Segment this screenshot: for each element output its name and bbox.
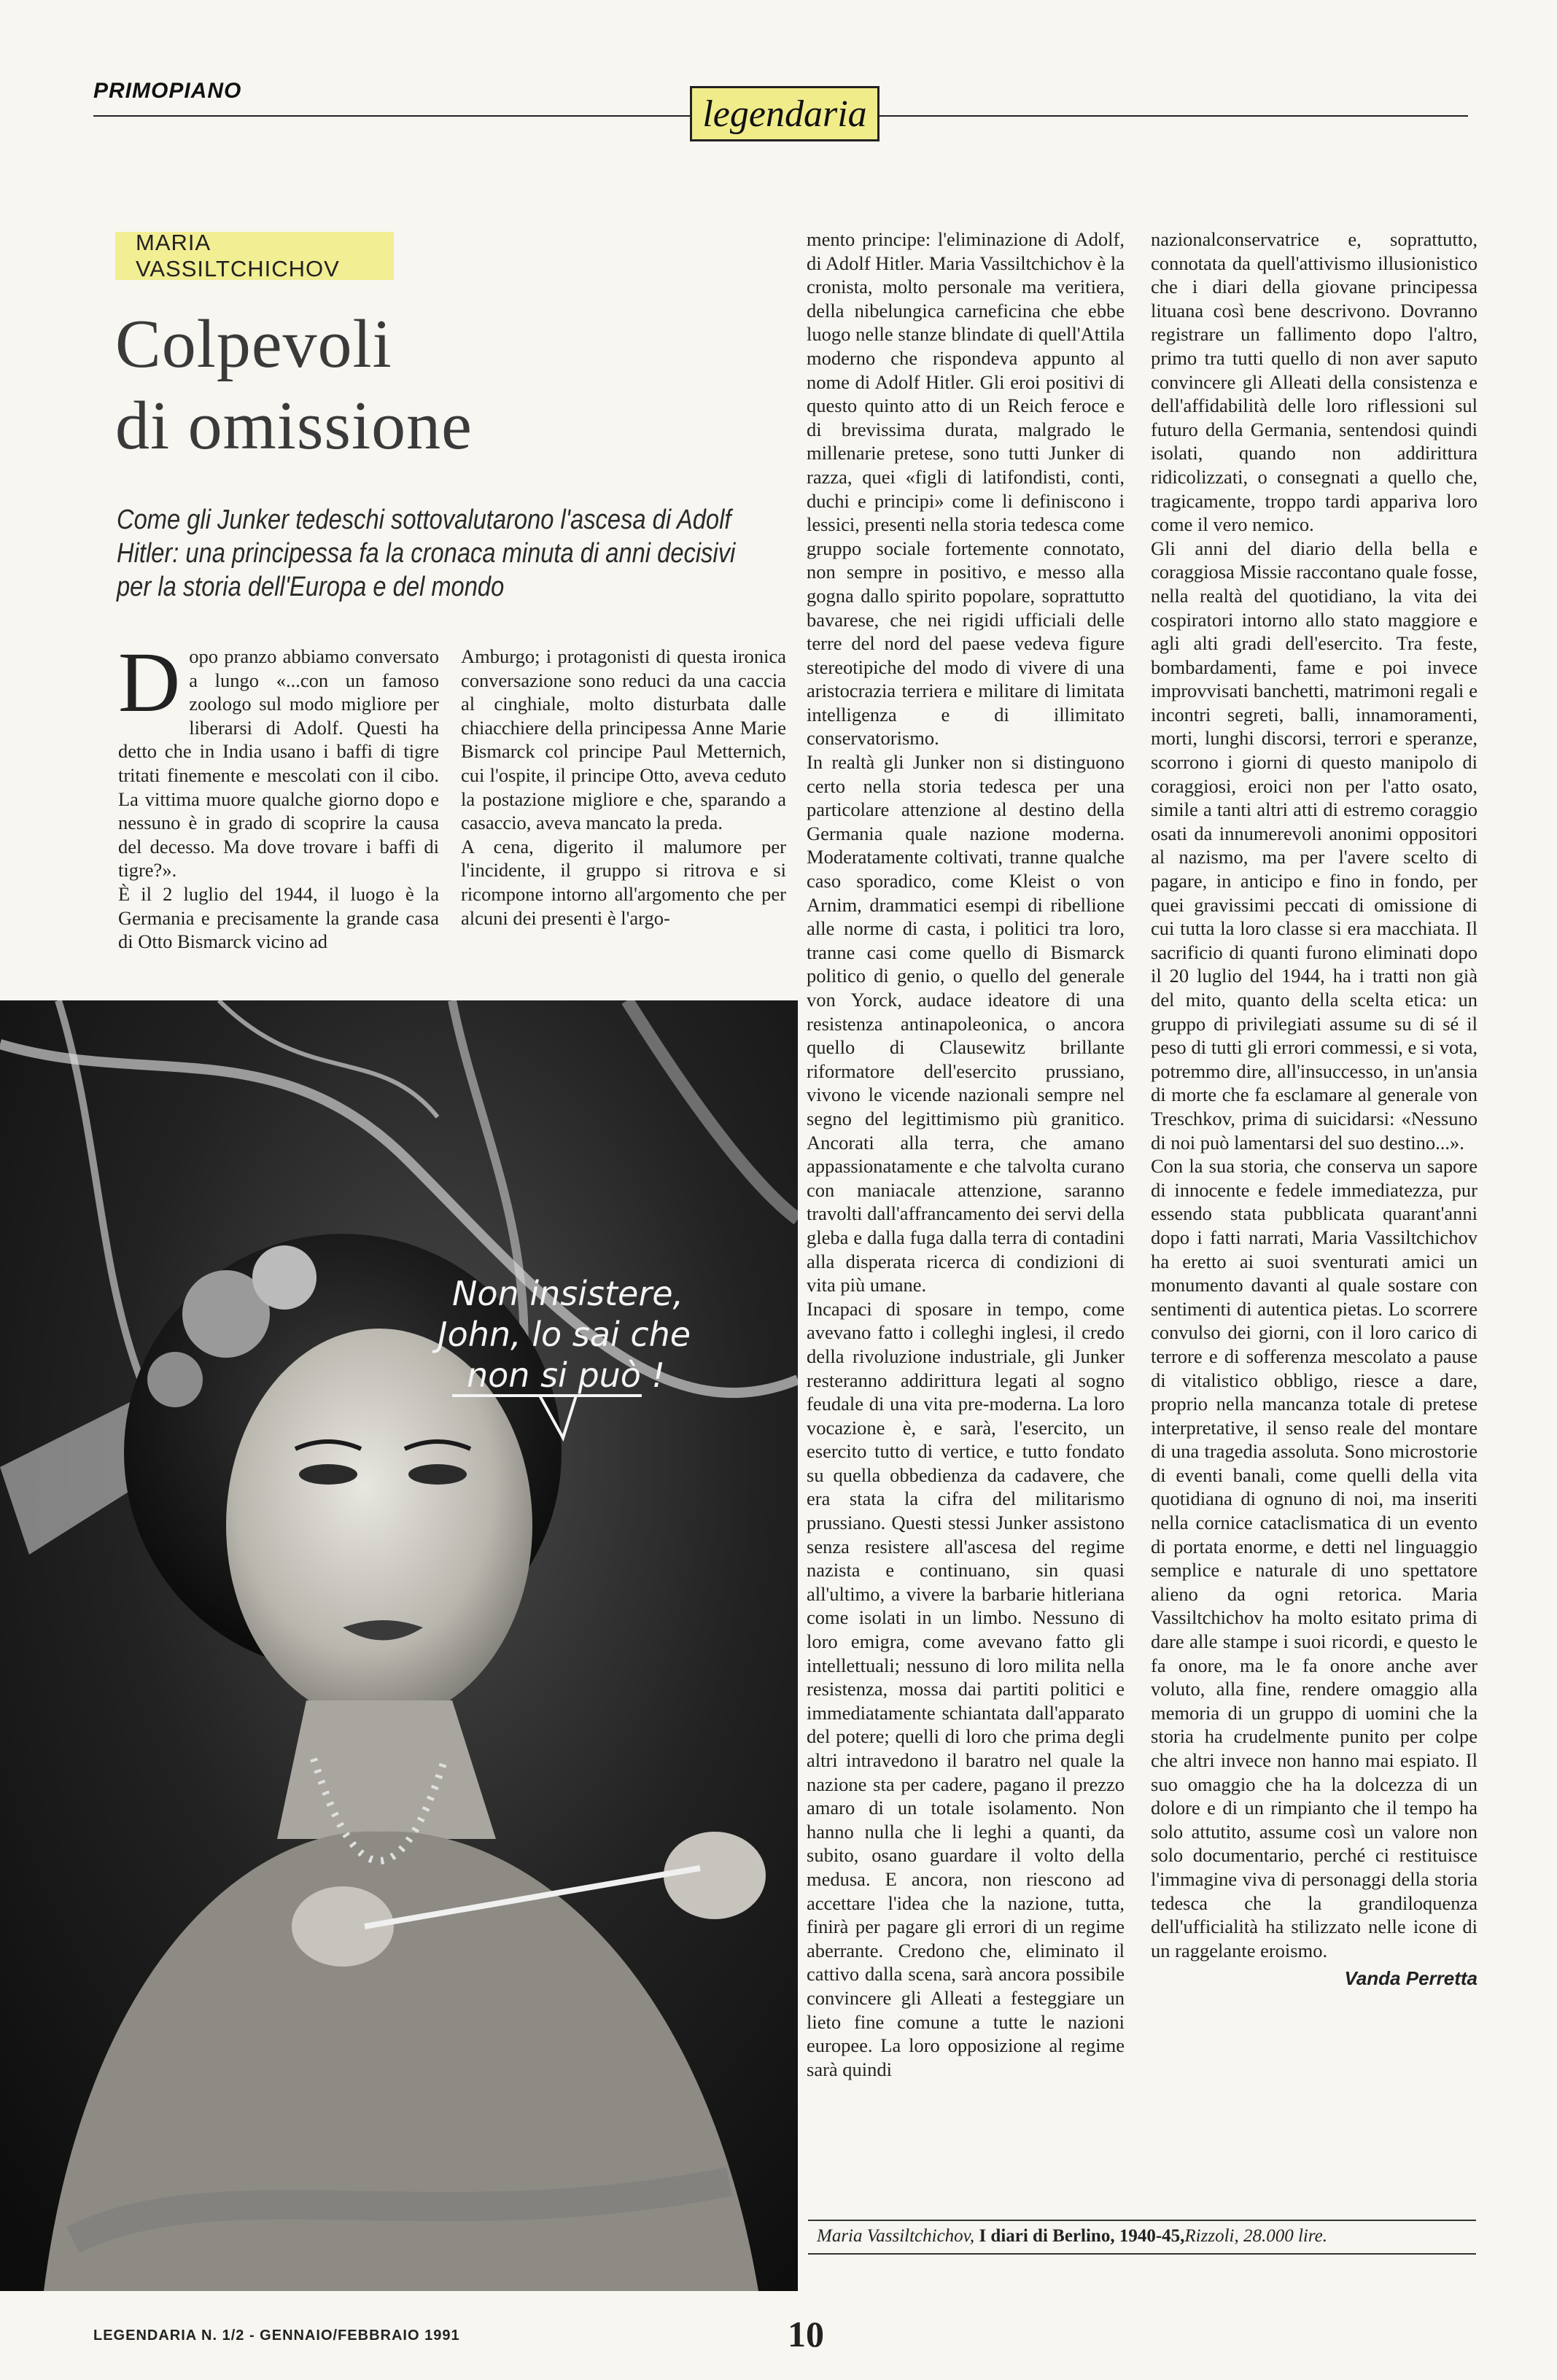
author-name: MARIA VASSILTCHICHOV: [115, 232, 394, 280]
drop-cap: D: [118, 634, 181, 730]
col2-para-1: Amburgo; i protagonisti di questa ironica conversazione sono reduci da una caccia al cinghiale, molto disturbata dalle chiacchiere della principessa Anne Marie Bismarck col principe Paul Metternich, cui l'ospite, il principe Otto, aveva ceduto la postazione migliore e che, sparando a casaccio, aveva mancato la preda.: [461, 645, 786, 834]
section-label: PRIMOPIANO: [93, 79, 242, 103]
article-signature: Vanda Perretta: [1344, 1967, 1478, 1990]
bibliography-rule-top: [808, 2220, 1476, 2221]
article-subtitle: Come gli Junker tedeschi sottovalutarono l'ascesa di Adolf Hitler: una principessa fa la cronaca minuta di anni decisivi per la storia dell'Europa e del mondo: [117, 505, 736, 602]
brand-logo: legendaria: [690, 86, 880, 141]
bibliography-note: [817, 2224, 1473, 2249]
article-title: [115, 303, 793, 467]
col3-para-3: Incapaci di sposare in tempo, come avevano fatto i colleghi inglesi, il credo della rivoluzione industriale, gli Junker resteranno addirittura legati al sogno feudale di una vita pre-moderna. La loro vocazione è, e sarà, l'esercito, un esercito tutto di vertice, e tutto fondato su quella obbedienza da cadavere, che era stata la cifra del militarismo prussiano. Questi stessi Junker assistono senza resistere all'ascesa del regime nazista e continuano, sin quasi all'ultimo, a vivere la barbarie hitleriana come isolati in un limbo. Nessuno di loro emigra, come avevano fatto gli intellettuali; nessuno di loro milita nella resistenza, mossa dai partiti politici e immediatamente schiantata dall'apparato del potere; quelli di loro che prima degli altri intravedono il baratro nel quale la nazione sta per cadere, pagano il prezzo amaro di un totale isolamento. Non hanno nulla che li leghi a quanti, da subito, osano guardare il volto della medusa. E ancora, non riescono ad accettare l'idea che la nazione, tutta, finirà per pagare gli errori di un regime aberrante. Credono che, eliminato il cattivo dalla scena, sarà ancora possibile convincere gli Alleati a festeggiare un lieto fine comune a tutte le nazioni europee. La loro opposizione al regime sarà quindi: [807, 1297, 1125, 2080]
bibliography-rule-bottom: [808, 2253, 1476, 2255]
footer-issue: LEGENDARIA N. 1/2 - GENNAIO/FEBBRAIO 1991: [93, 2328, 460, 2344]
bib-author: Maria Vassiltchichov,: [817, 2226, 975, 2246]
portrait-photo: [0, 1000, 798, 2291]
col1-para-2: È il 2 luglio del 1944, il luogo è la Germania e precisamente la grande casa di Otto Bismarck vicino ad: [118, 882, 439, 953]
col2-para-2: A cena, digerito il malumore per l'incidente, il gruppo si ritrova e si ricompone intorno all'argomento che per alcuni dei presenti è l'argo-: [461, 835, 786, 929]
col4-para-1: nazionalconservatrice e, soprattutto, connotata da quell'attivismo illusionistico che i diari della giovane principessa lituana così bene descrivono. Dovranno registrare un fallimento dopo l'altro, primo tra tutti quello di non aver saputo convincere gli Alleati della consistenza e dell'affidabilità delle loro riflessioni sul futuro della Germania, sentendosi quindi isolati, quando non addirittura ridicolizzati, o consegnati a quello che, tragicamente, troppo tardi appariva loro come il vero nemico.: [1151, 228, 1478, 536]
col3-para-1: mento principe: l'eliminazione di Adolf, di Adolf Hitler. Maria Vassiltchichov è la cronista, molto personale ma veritiera, della nibelungica carneficina che ebbe luogo nelle stanze blindate di quell'Attila moderno che rispondeva appunto al nome di Adolf Hitler. Gli eroi positivi di questo quinto atto di un Reich feroce e di brevissima durata, malgrado le millenarie pretese, sono tutti Junker di razza, quei «figli di latifondisti, conti, duchi e principi» come li definiscono i lessici, presenti nella storia tedesca come gruppo sociale fortemente connotato, non sempre in positivo, e messo alla gogna dallo spirito popolare, soprattutto bavarese, che nei rigidi ufficiali delle terre del nord del paese vedeva figure stereotipiche del modo di vivere di una aristocrazia terriera e militare di limitata intelligenza e di illimitato conservatorismo.: [807, 228, 1125, 750]
title-line-2: di omissione: [115, 388, 473, 464]
bib-book-title: I diari di Berlino, 1940-45,: [974, 2226, 1185, 2246]
col1-para-1: Dopo pranzo abbiamo conversato a lungo «...con un famoso zoologo sul modo migliore per liberarsi di Adolf. Questi ha detto che in India usano i baffi di tigre tritati finemente e mescolati con il cibo. La vittima muore qualche giorno dopo e nessuno è in grado di scoprire la causa del decesso. Ma dove trovare i baffi di tigre?».: [118, 634, 439, 882]
text-column-4: [1151, 228, 1478, 1991]
col4-para-2: Gli anni del diario della bella e coraggiosa Missie raccontano quale fosse, nella realtà del quotidiano, la vita dei cospiratori intorno allo stato maggiore e agli alti gradi dell'esercito. Tra feste, bombardamenti, fame e poi invece improvvisati banchetti, matrimoni regali e incontri segreti, balli, innamoramenti, morti, lunghi discorsi, terrori e speranze, scorrono i giorni di questo manipolo di coraggiosi, eroici non per l'atto osato, simile a tanti altri atti di estremo coraggio osati da innumerevoli anonimi oppositori al nazismo, ma per l'avere scelto di pagare, in anticipo e fino in fondo, per quei gravissimi peccati di omissione di cui tutta la loro classe si era macchiata. Il sacrificio di quanti furono eliminati dopo il 20 luglio del 1944, ha i tratti non già del mito, quanto della scelta etica: un gruppo di privilegiati assume su di sé il peso di tutti gli errori commessi, e si vota, potremmo dire, all'insuccesso, in un'ansia di morte che fa esclamare al generale von Treschkov, prima di suicidarsi: «Nessuno di noi può lamentarsi del suo destino...».: [1151, 537, 1478, 1154]
text-column-1: [118, 634, 439, 954]
text-column-2: [461, 645, 786, 930]
text-column-3: [807, 228, 1125, 2081]
page-number: 10: [788, 2314, 824, 2354]
col4-para-3: Con la sua storia, che conserva un sapore di innocente e fedele immediatezza, pur essendo stata pubblicata quarant'anni dopo i fatti narrati, Maria Vassiltchichov ha eretto ai suoi sventurati amici un monumento davanti al quale sostare con sentimenti di autentica pietas. Lo scorrere convulso dei giorni, con il loro carico di terrore e di sofferenza mescolato a pause di vitalistico obbligo, riesce a dare, proprio nella mancanza totale di pretese interpretative, il senso reale del montare di una tragedia assoluta. Sono microstorie di eventi banali, come quelli della vita quotidiana di ognuno di noi, ma inseriti nella cornice cataclismatica di un evento di portata enorme, e detti nel linguaggio semplice e naturale di uno spettatore alieno da ogni retorica. Maria Vassiltchichov ha molto esitato prima di dare alle stampe i suoi ricordi, e questo le fa onore, ma le fa onore anche aver voluto, alla fine, rendere omaggio alla memoria di un gruppo di uomini che la storia ha crudelmente punito per colpe che altri invece non hanno mai espiato. Il suo omaggio che ha la dolcezza di un dolore e di un rimpianto che il tempo ha solo attutito, assume così un valore non solo documentario, perché ci restituisce l'immagine viva di personaggi della storia tedesca che la grandiloquenza dell'ufficialità ha stilizzato nelle icone di un raggelante eroismo.: [1151, 1155, 1478, 1961]
caption-line-1: Non insistere,: [452, 1274, 684, 1313]
col3-para-2: In realtà gli Junker non si distinguono certo nella storia tedesca per una particolare attenzione al destino della Germania quale nazione moderna. Moderatamente coltivati, tranne qualche caso sporadico, come Kleist o von Arnim, drammatici esempi di ribellione alle norme di casta, i politici tra loro, tranne casi come quello di Bismarck politico di genio, o quello del generale von Yorck, audace ideatore di una resistenza antinapoleonica, o ancora quello di Clausewitz brillante riformatore dell'esercito prussiano, vivono le vicende nazionali sempre nel segno del legittimismo più granitico. Ancorati alla terra, che amano appassionatamente e che talvolta curano con maniacale attenzione, saranno travolti dall'affrancamento dei servi della gleba e dalla fuga dalla terra di contadini alla disperata ricerca di condizioni di vita più umane.: [807, 751, 1125, 1296]
caption-line-3: non si può !: [467, 1356, 666, 1395]
caption-line-2: John, lo sai che: [438, 1315, 691, 1354]
title-line-1: Colpevoli: [115, 306, 392, 382]
bib-publisher: Rizzoli, 28.000 lire.: [1184, 2226, 1328, 2246]
